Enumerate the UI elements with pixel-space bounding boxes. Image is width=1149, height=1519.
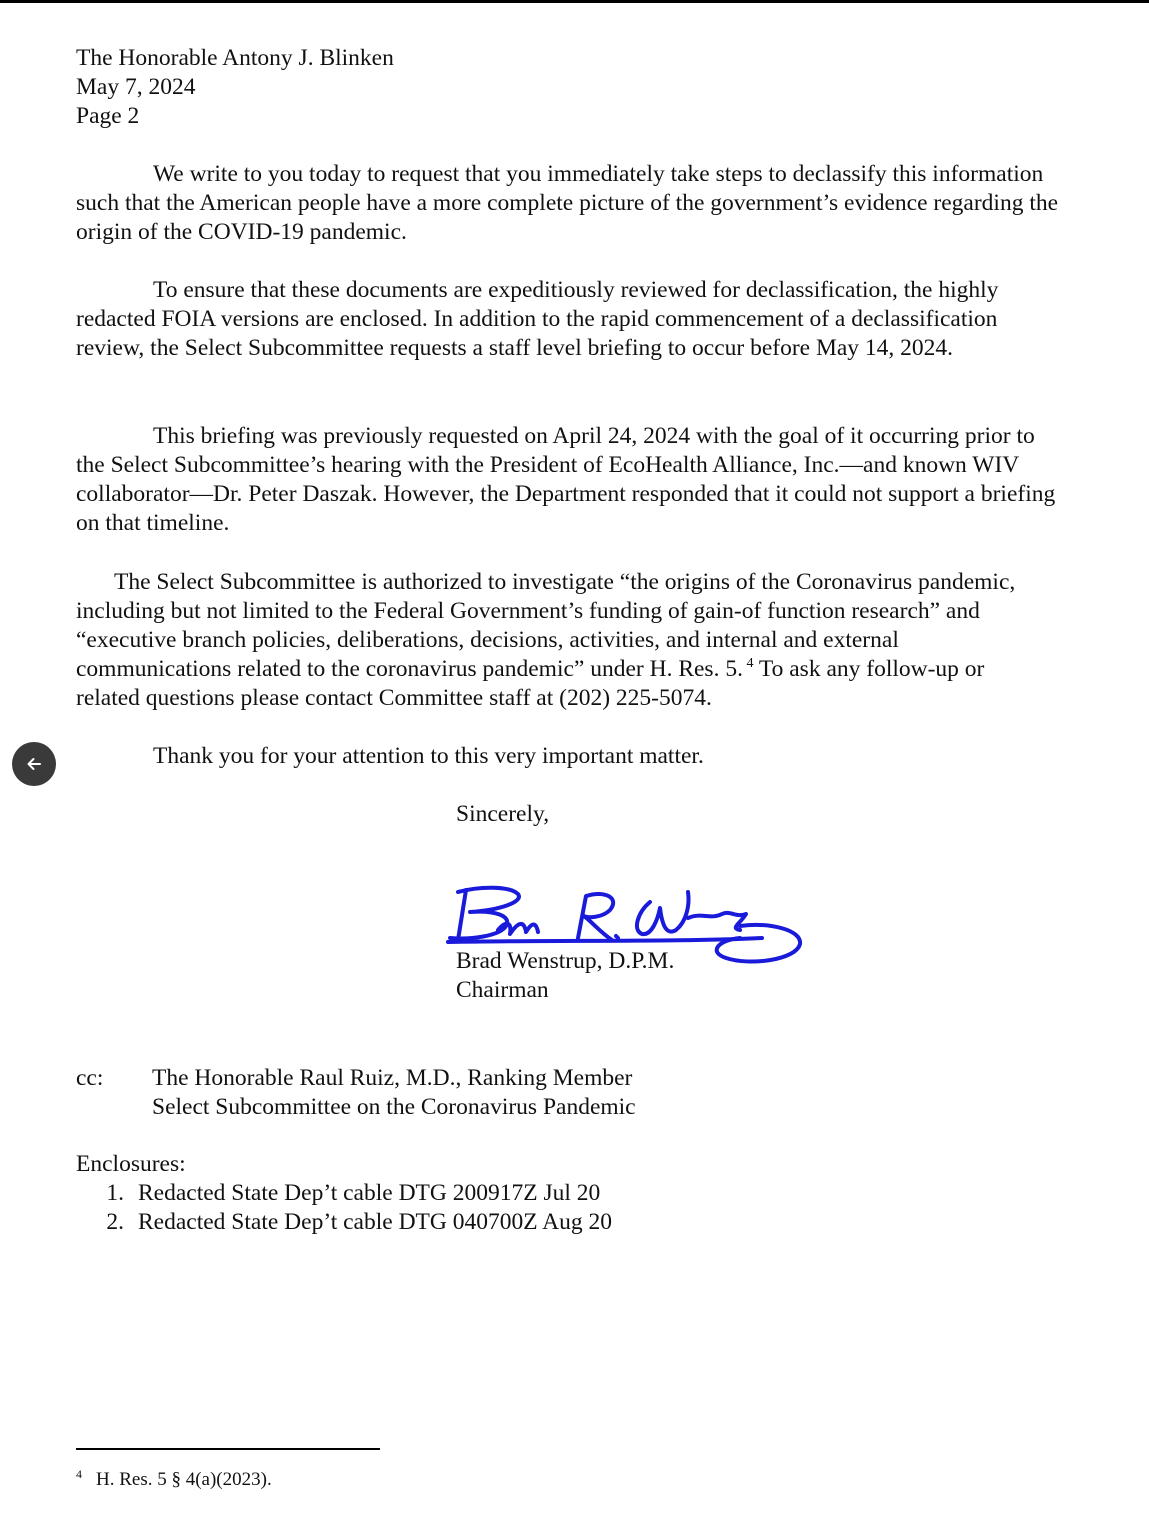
paragraph-request: We write to you today to request that you immediately take steps to declassify this information such that the American people have a more complete picture of the government’s evidence regarding the origin of the COVID-19 pandemic. [76, 161, 1059, 245]
enclosure-text: Redacted State Dep’t cable DTG 040700Z Aug 20 [138, 1209, 613, 1235]
page-number: Page 2 [76, 103, 140, 129]
footnote [76, 1462, 272, 1492]
footnote-text: H. Res. 5 § 4(a)(2023). [96, 1469, 272, 1490]
top-border [0, 0, 1149, 3]
cc-committee-line: Select Subcommittee on the Coronavirus Pandemic [152, 1094, 636, 1120]
enclosure-number: 2. [106, 1209, 124, 1235]
enclosure-text: Redacted State Dep’t cable DTG 200917Z Jul 20 [138, 1180, 601, 1206]
signer-title: Chairman [456, 977, 549, 1003]
authority-text: The Select Subcommittee is authorized to investigate “the origins of the Coronavirus pandemic, including but not limited to the Federal Government’s funding of gain-of function research” and “executive branch policies, deliberations, decisions, activities, and internal and external communications related to the coronavirus pandemic” under H. Res. 5. [76, 569, 1016, 682]
cc-recipient-line: The Honorable Raul Ruiz, M.D., Ranking Member [152, 1065, 633, 1091]
enclosures-heading: Enclosures: [76, 1151, 186, 1177]
enclosure-item [86, 1208, 612, 1237]
authority-contact-text: To ask any follow-up or related questions please contact Committee staff at (202) 225-5074. [76, 656, 985, 711]
closing-salutation: Sincerely, [456, 801, 550, 827]
footnote-mark: 4 [76, 1467, 82, 1481]
date-line: May 7, 2024 [76, 74, 196, 100]
paragraph-review: To ensure that these documents are expeditiously reviewed for declassification, the highly redacted FOIA versions are enclosed. In addition to the rapid commencement of a declassification review, the Select Subcommittee requests a staff level briefing to occur before May 14, 2024. [76, 277, 999, 361]
arrow-left-icon [24, 754, 44, 774]
footnote-divider [76, 1448, 380, 1450]
signer-name: Brad Wenstrup, D.P.M. [456, 948, 675, 974]
cc-label: cc: [76, 1065, 104, 1091]
enclosure-number: 1. [106, 1180, 124, 1206]
paragraph-briefing: This briefing was previously requested on April 24, 2024 with the goal of it occurring prior to the Select Subcommittee’s hearing with the President of EcoHealth Alliance, Inc.—and known WIV collaborator—Dr. Peter Daszak. However, the Department responded that it could not support a briefing on that timeline. [76, 423, 1056, 536]
footnote-reference: 4 [746, 656, 754, 671]
recipient-line: The Honorable Antony J. Blinken [76, 45, 394, 71]
back-button[interactable] [12, 742, 56, 786]
paragraph-thanks: Thank you for your attention to this very important matter. [153, 743, 704, 769]
letter-header [76, 44, 1076, 131]
enclosure-item [86, 1179, 600, 1208]
paragraph-authority [76, 568, 1036, 713]
